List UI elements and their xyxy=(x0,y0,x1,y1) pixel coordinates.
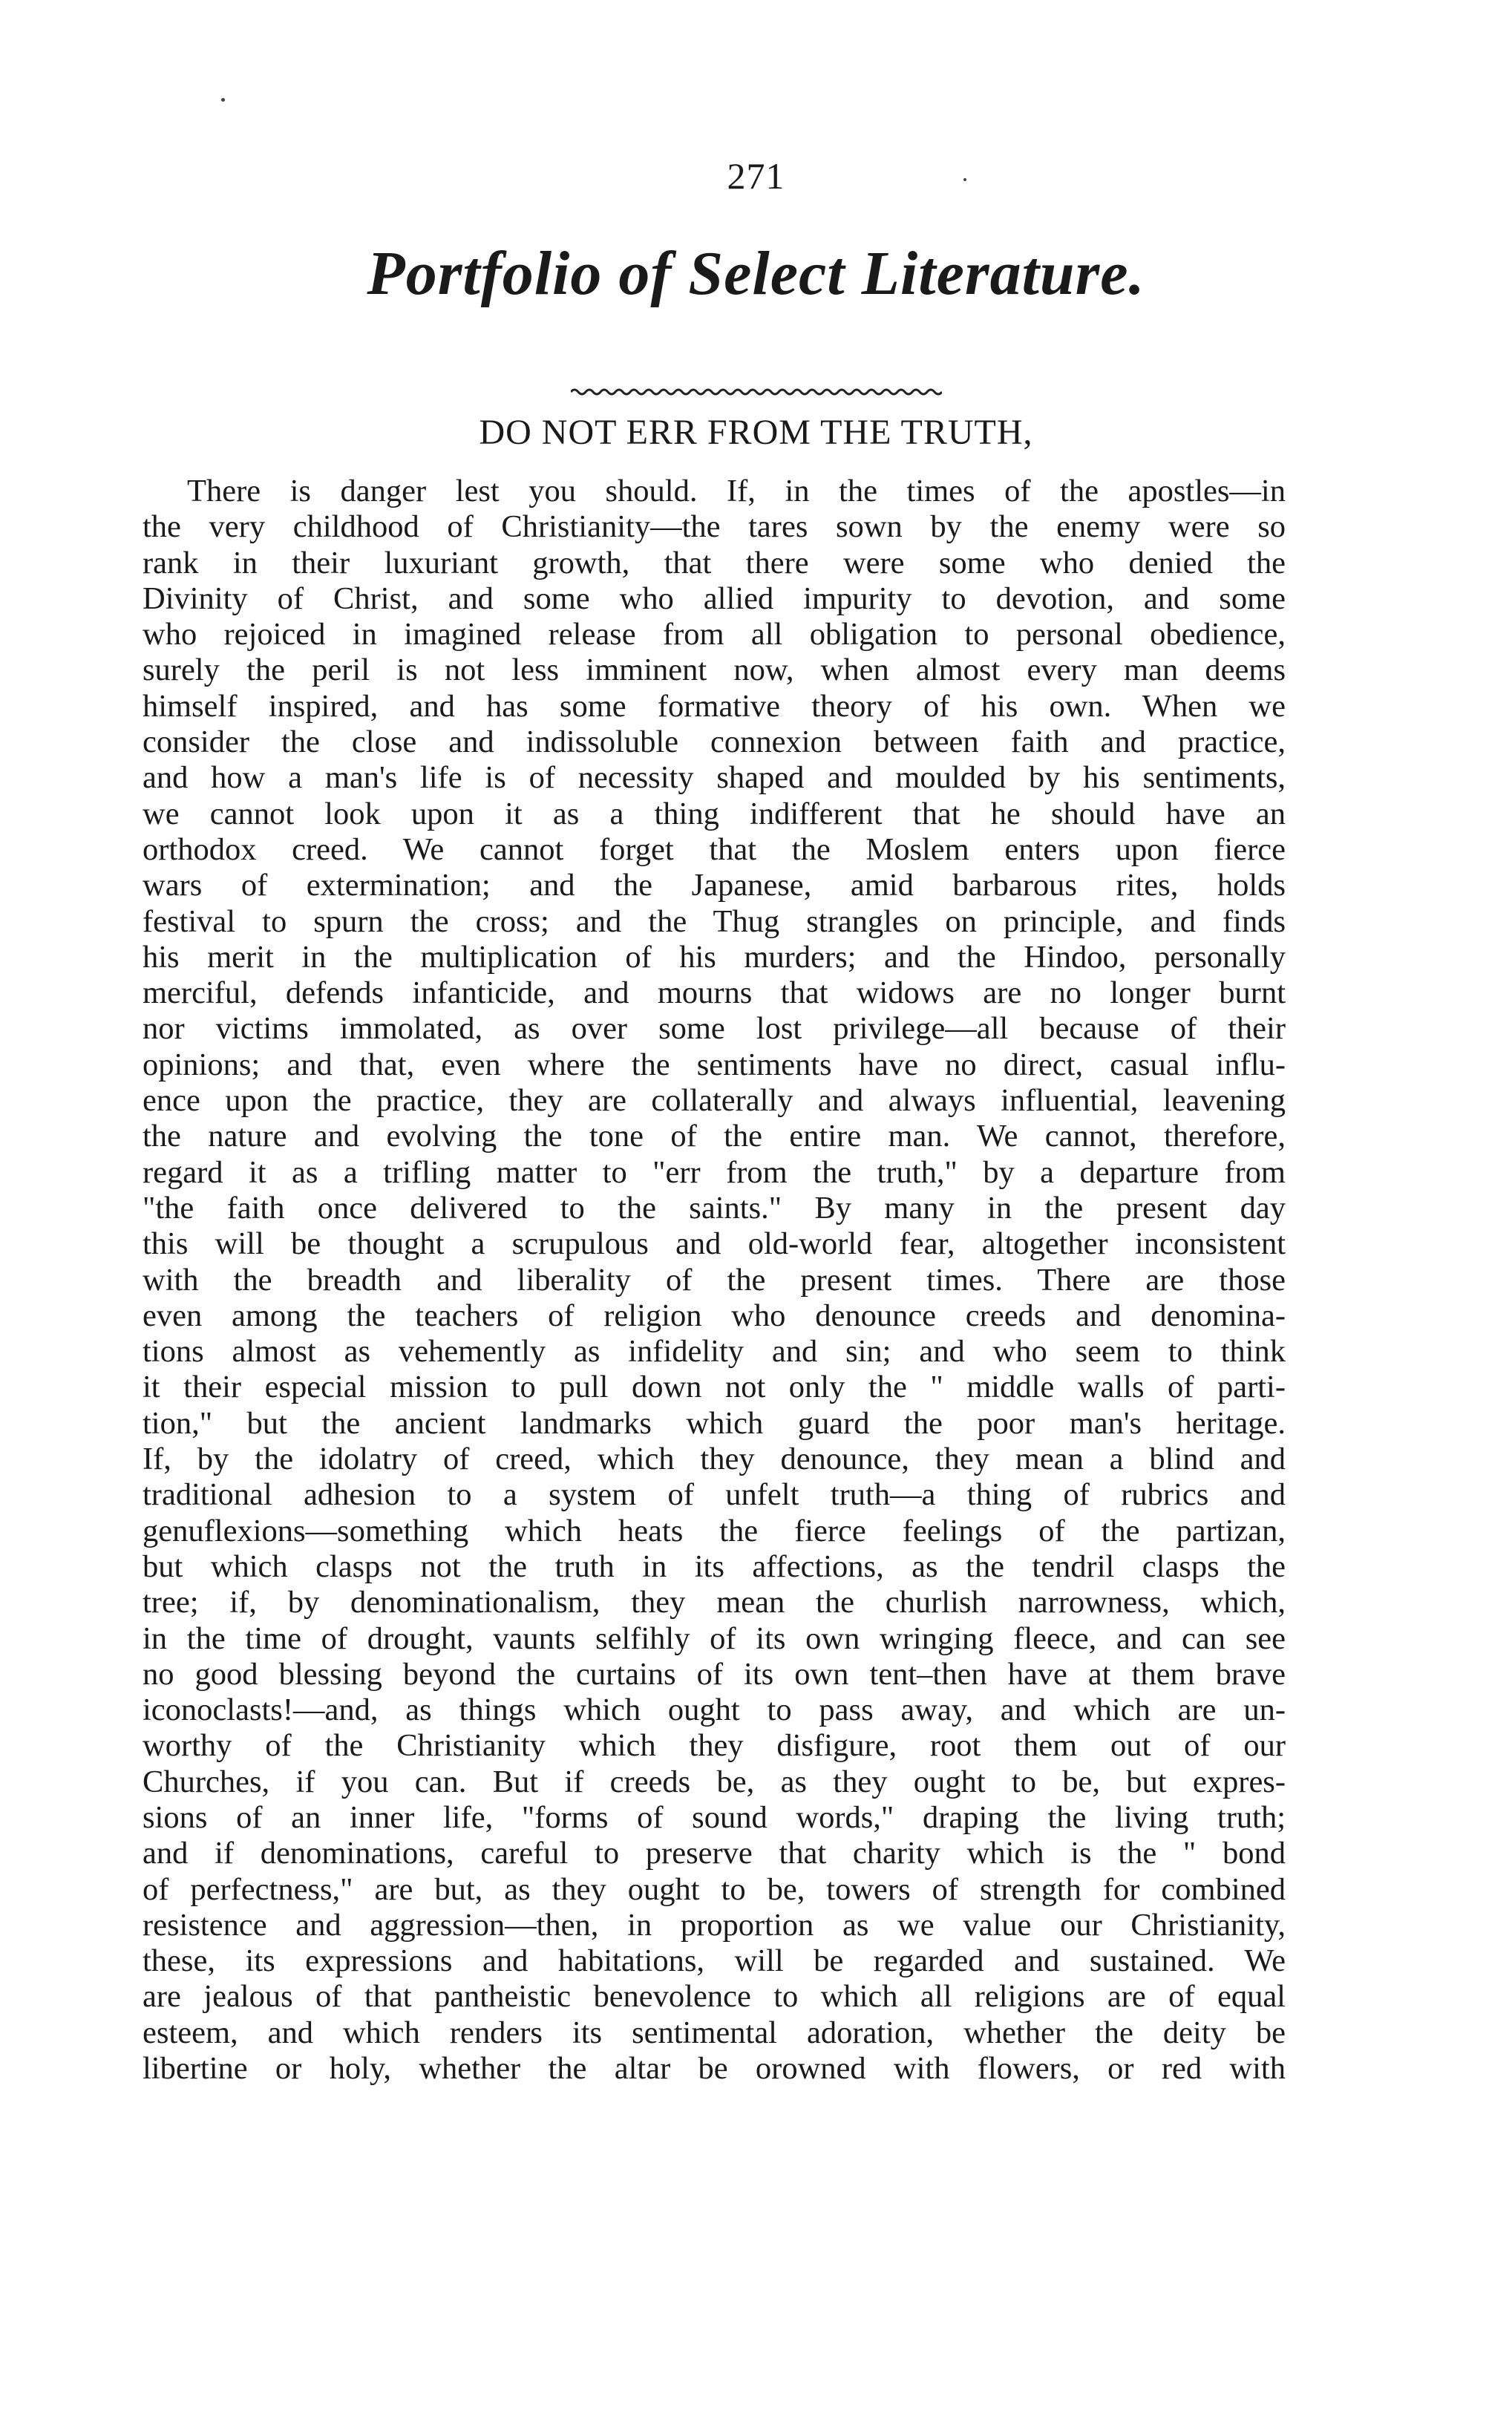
article-body xyxy=(143,474,1286,2087)
page-heading: Portfolio of Select Literature. xyxy=(367,239,1145,308)
body-line: Churches, if you can. But if creeds be, as they ought to be, but expres- xyxy=(143,1764,1286,1799)
body-line: this will be thought a scrupulous and old-world fear, altogether inconsistent xyxy=(143,1226,1286,1262)
body-line: sions of an inner life, "forms of sound words," draping the living truth; xyxy=(143,1799,1286,1835)
body-line: traditional adhesion to a system of unfelt truth—a thing of rubrics and xyxy=(143,1477,1286,1513)
body-line: himself inspired, and has some formative theory of his own. When we xyxy=(143,688,1286,724)
body-line: There is danger lest you should. If, in the times of the apostles—in xyxy=(187,474,1286,508)
body-line: surely the peril is not less imminent now, when almost every man deems xyxy=(143,652,1286,688)
body-line: rank in their luxuriant growth, that there were some who denied the xyxy=(143,545,1286,580)
body-line: genuflexions—something which heats the fierce feelings of the partizan, xyxy=(143,1513,1286,1548)
print-speck xyxy=(221,98,225,102)
body-line: ence upon the practice, they are collaterally and always influential, leavening xyxy=(143,1083,1286,1119)
body-line: "the faith once delivered to the saints." By many in the present day xyxy=(143,1190,1286,1226)
body-line: in the time of drought, vaunts selfihly of its own wringing fleece, and can see xyxy=(143,1620,1286,1656)
body-line: and how a man's life is of necessity shaped and moulded by his sentiments, xyxy=(143,760,1286,796)
body-line: If, by the idolatry of creed, which they denounce, they mean a blind and xyxy=(143,1442,1286,1477)
body-line: it their especial mission to pull down not only the " middle walls of parti- xyxy=(143,1370,1286,1405)
body-line: festival to spurn the cross; and the Thug strangles on principle, and finds xyxy=(143,903,1286,939)
body-line: his merit in the multiplication of his murders; and the Hindoo, personally xyxy=(143,939,1286,975)
body-line: who rejoiced in imagined release from all obligation to personal obedience, xyxy=(143,617,1286,652)
body-line: merciful, defends infanticide, and mourns that widows are no longer burnt xyxy=(143,975,1286,1011)
body-line: opinions; and that, even where the sentiments have no direct, casual influ- xyxy=(143,1047,1286,1082)
body-line: with the breadth and liberality of the present times. There are those xyxy=(143,1262,1286,1298)
body-line: the very childhood of Christianity—the tares sown by the enemy were so xyxy=(143,509,1286,545)
body-line: tions almost as vehemently as infidelity and sin; and who seem to think xyxy=(143,1334,1286,1370)
body-line: regard it as a trifling matter to "err from the truth," by a departure from xyxy=(143,1154,1286,1190)
body-line: worthy of the Christianity which they disfigure, root them out of our xyxy=(143,1728,1286,1764)
body-line: Divinity of Christ, and some who allied impurity to devotion, and some xyxy=(143,580,1286,616)
body-line: and if denominations, careful to preserve that charity which is the " bond xyxy=(143,1836,1286,1871)
page-number: 271 xyxy=(727,155,785,197)
body-line: no good blessing beyond the curtains of its own tent–then have at them brave xyxy=(143,1656,1286,1692)
body-line: even among the teachers of religion who denounce creeds and denomina- xyxy=(143,1298,1286,1333)
body-line: of perfectness," are but, as they ought to be, towers of strength for combined xyxy=(143,1871,1286,1907)
body-line: but which clasps not the truth in its affections, as the tendril clasps the xyxy=(143,1548,1286,1584)
body-line: nor victims immolated, as over some lost privilege—all because of their xyxy=(143,1011,1286,1047)
body-line: these, its expressions and habitations, will be regarded and sustained. We xyxy=(143,1943,1286,1979)
body-line: esteem, and which renders its sentimental adoration, whether the deity be xyxy=(143,2015,1286,2050)
article-title: DO NOT ERR FROM THE TRUTH, xyxy=(479,413,1033,452)
body-line: wars of extermination; and the Japanese, amid barbarous rites, holds xyxy=(143,868,1286,903)
body-line: we cannot look upon it as a thing indifferent that he should have an xyxy=(143,796,1286,831)
body-line: orthodox creed. We cannot forget that the Moslem enters upon fierce xyxy=(143,831,1286,867)
body-line: consider the close and indissoluble connexion between faith and practice, xyxy=(143,724,1286,760)
body-line: libertine or holy, whether the altar be orowned with flowers, or red with xyxy=(143,2051,1286,2087)
wavy-rule-divider xyxy=(0,386,1512,398)
body-line: iconoclasts!—and, as things which ought to pass away, and which are un- xyxy=(143,1692,1286,1728)
body-line: tion," but the ancient landmarks which guard the poor man's heritage. xyxy=(143,1405,1286,1441)
body-line: resistence and aggression—then, in proportion as we value our Christianity, xyxy=(143,1907,1286,1943)
body-line: the nature and evolving the tone of the entire man. We cannot, therefore, xyxy=(143,1119,1286,1154)
body-line: tree; if, by denominationalism, they mean the churlish narrowness, which, xyxy=(143,1585,1286,1620)
body-line: are jealous of that pantheistic benevolence to which all religions are of equal xyxy=(143,1979,1286,2015)
